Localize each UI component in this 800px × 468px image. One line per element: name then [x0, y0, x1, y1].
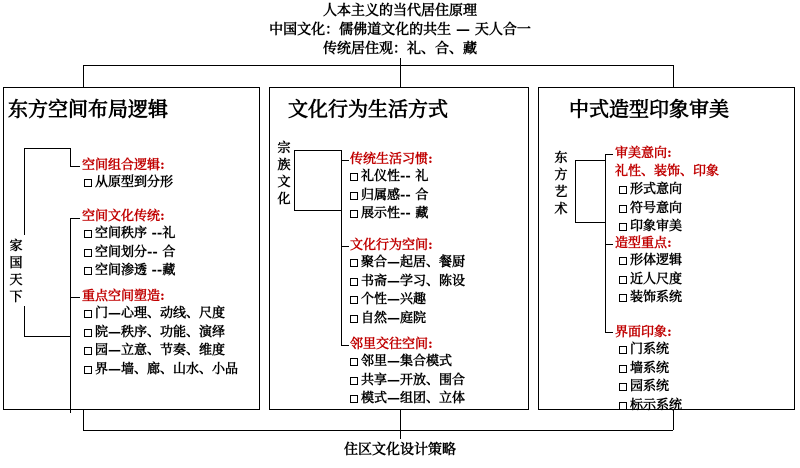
- section-heading: 空间文化传统:: [82, 209, 165, 224]
- bracket-tick: [341, 160, 349, 161]
- bracket-tick: [341, 345, 349, 346]
- column-title: 东方空间布局逻辑: [8, 97, 168, 121]
- top-connector-left: [83, 65, 84, 87]
- item-text: 园系统: [630, 379, 670, 394]
- list-item: [619, 289, 682, 308]
- list-item: [84, 244, 175, 263]
- checkbox-icon: [619, 294, 627, 302]
- header-line-3: 传统居住观：礼、合、藏: [323, 41, 477, 57]
- list-item: [84, 361, 238, 380]
- top-connector-right: [673, 65, 674, 87]
- checkbox-icon: [619, 223, 627, 231]
- vertical-char: 天: [9, 273, 23, 288]
- checkbox-icon: [619, 383, 627, 391]
- bracket-drop: [70, 218, 71, 413]
- checkbox-icon: [84, 310, 92, 318]
- list-item: [84, 324, 238, 343]
- item-text: 空间秩序 --礼: [95, 226, 176, 241]
- vertical-label: [8, 238, 24, 306]
- bracket-drop: [70, 148, 71, 166]
- checkbox-icon: [619, 346, 627, 354]
- item-text: 门—心理、动线、尺度: [95, 306, 226, 321]
- bracket-arm: [294, 210, 341, 211]
- list-item: [350, 187, 428, 206]
- bracket-tick: [70, 297, 80, 298]
- item-text: 归属感-- 合: [361, 187, 429, 203]
- list-item: [350, 353, 465, 372]
- item-text: 院—秩序、功能、演绎: [95, 324, 226, 340]
- section-items: [350, 353, 465, 409]
- vertical-char: 方: [554, 168, 568, 183]
- section-heading: 邻里交往空间:: [350, 337, 433, 352]
- checkbox-icon: [619, 205, 627, 213]
- list-item: [619, 397, 682, 416]
- list-item: [350, 273, 465, 292]
- checkbox-icon: [619, 365, 627, 373]
- checkbox-icon: [84, 179, 92, 187]
- item-text: 印象审美: [630, 219, 683, 234]
- list-item: [619, 378, 682, 397]
- section-items: [619, 252, 682, 308]
- bracket-tick: [70, 166, 80, 167]
- list-item: [350, 372, 465, 391]
- list-item: [350, 168, 428, 187]
- item-text: 展示性-- 藏: [361, 206, 429, 221]
- vertical-char: 宗: [277, 141, 291, 156]
- checkbox-icon: [84, 267, 92, 275]
- item-text: 空间渗透 --藏: [95, 263, 176, 278]
- list-item: [350, 310, 465, 329]
- checkbox-icon: [350, 395, 358, 403]
- checkbox-icon: [619, 186, 627, 194]
- section-heading: 界面印象:: [615, 325, 672, 340]
- item-text: 邻里—集合模式: [361, 354, 453, 369]
- item-text: 标示系统: [630, 397, 683, 413]
- list-item: [84, 342, 238, 361]
- vertical-char: 国: [9, 256, 23, 271]
- bracket-arm: [294, 150, 341, 151]
- checkbox-icon: [619, 257, 627, 265]
- bracket-arm: [24, 148, 70, 149]
- checkbox-icon: [619, 402, 627, 410]
- item-text: 门系统: [630, 342, 670, 357]
- item-text: 形体逻辑: [630, 253, 683, 268]
- header-line-1: 人本主义的当代居住原理: [323, 3, 477, 19]
- column-aesthetic-impression: [538, 87, 795, 413]
- bracket-trunk-top: [24, 148, 25, 235]
- bracket-tick: [605, 332, 613, 333]
- vertical-char: 文: [277, 175, 291, 190]
- checkbox-icon: [350, 278, 358, 286]
- checkbox-icon: [84, 230, 92, 238]
- section-heading: 造型重点:: [615, 236, 672, 251]
- column-title: 中式造型印象审美: [569, 97, 729, 121]
- vertical-char: 东: [554, 151, 568, 166]
- footer-title: 住区文化设计策略: [344, 442, 456, 458]
- checkbox-icon: [350, 315, 358, 323]
- section-subheading: 礼性、装饰、印象: [615, 164, 720, 179]
- list-item: [84, 225, 175, 244]
- bracket-tick: [70, 218, 80, 219]
- checkbox-icon: [350, 358, 358, 366]
- item-text: 空间划分-- 合: [95, 244, 176, 260]
- column-title: 文化行为生活方式: [288, 97, 448, 121]
- section-items: [350, 254, 465, 328]
- checkbox-icon: [84, 347, 92, 355]
- bottom-connector-left: [83, 410, 84, 430]
- list-item: [350, 291, 465, 310]
- section-heading: 空间组合逻辑:: [82, 158, 165, 173]
- vertical-char: 艺: [554, 185, 568, 200]
- checkbox-icon: [84, 249, 92, 257]
- vertical-char: 术: [554, 202, 568, 217]
- item-text: 园—立意、节奏、维度: [95, 343, 226, 358]
- vertical-char: 下: [9, 290, 23, 305]
- list-item: [619, 252, 682, 271]
- item-text: 礼仪性-- 礼: [361, 169, 429, 184]
- item-text: 共享—开放、围合: [361, 372, 466, 388]
- item-text: 模式—组团、立体: [361, 391, 466, 406]
- vertical-char: 族: [277, 158, 291, 173]
- vertical-char: 化: [277, 192, 291, 207]
- item-text: 个性—兴趣: [361, 292, 427, 307]
- section-items: [619, 341, 682, 415]
- bracket-tick: [605, 154, 613, 155]
- vertical-label: [276, 140, 292, 208]
- bottom-connector-stem: [400, 430, 401, 439]
- checkbox-icon: [350, 173, 358, 181]
- bottom-connector-bar: [83, 430, 673, 431]
- top-connector-stem: [400, 58, 401, 65]
- bottom-connector-middle: [400, 410, 401, 430]
- item-text: 符号意向: [630, 200, 683, 216]
- vertical-label: [553, 150, 569, 218]
- list-item: [350, 205, 428, 224]
- bracket-arm: [24, 336, 70, 337]
- list-item: [619, 360, 682, 379]
- item-text: 形式意向: [630, 182, 683, 197]
- item-text: 近人尺度: [630, 271, 683, 287]
- list-item: [350, 254, 465, 273]
- list-item: [619, 271, 682, 290]
- bracket-tick: [341, 246, 349, 247]
- bracket-trunk: [294, 150, 295, 210]
- column-spatial-layout: [3, 87, 260, 410]
- section-items: [619, 181, 682, 237]
- item-text: 界—墙、廊、山水、小品: [95, 361, 239, 377]
- checkbox-icon: [619, 276, 627, 284]
- bracket-drop: [341, 150, 342, 345]
- section-heading: 重点空间塑造:: [82, 289, 165, 304]
- header-line-2: 中国文化：儒佛道文化的共生 — 天人合一: [269, 22, 531, 38]
- section-heading: 传统生活习惯:: [350, 152, 433, 167]
- top-connector-bar: [83, 65, 673, 66]
- checkbox-icon: [350, 192, 358, 200]
- list-item: [84, 262, 175, 281]
- checkbox-icon: [350, 210, 358, 218]
- vertical-char: 家: [9, 239, 23, 254]
- section-items: [84, 225, 175, 281]
- item-text: 书斋—学习、陈设: [361, 273, 466, 289]
- item-text: 聚合—起居、餐厨: [361, 255, 466, 270]
- item-text: 墙系统: [630, 360, 670, 376]
- section-items: [84, 174, 173, 193]
- section-heading: 文化行为空间:: [350, 238, 433, 253]
- list-item: [619, 218, 682, 237]
- list-item: [619, 181, 682, 200]
- checkbox-icon: [350, 259, 358, 267]
- item-text: 自然—庭院: [361, 310, 427, 326]
- section-heading: 审美意向:: [615, 146, 672, 161]
- bracket-tick: [605, 244, 613, 245]
- checkbox-icon: [350, 377, 358, 385]
- list-item: [84, 305, 238, 324]
- item-text: 装饰系统: [630, 290, 683, 305]
- list-item: [84, 174, 173, 193]
- bracket-trunk: [575, 160, 576, 222]
- list-item: [619, 200, 682, 219]
- column-cultural-lifestyle: [269, 87, 529, 410]
- bracket-arm: [575, 222, 605, 223]
- checkbox-icon: [350, 296, 358, 304]
- item-text: 从原型到分形: [95, 175, 174, 190]
- section-items: [350, 168, 428, 224]
- checkbox-icon: [84, 329, 92, 337]
- bracket-trunk-bottom: [24, 306, 25, 336]
- top-connector-middle: [400, 65, 401, 87]
- list-item: [619, 341, 682, 360]
- bracket-arm: [575, 160, 605, 161]
- list-item: [350, 390, 465, 409]
- section-items: [84, 305, 238, 379]
- checkbox-icon: [84, 366, 92, 374]
- bracket-drop: [605, 154, 606, 332]
